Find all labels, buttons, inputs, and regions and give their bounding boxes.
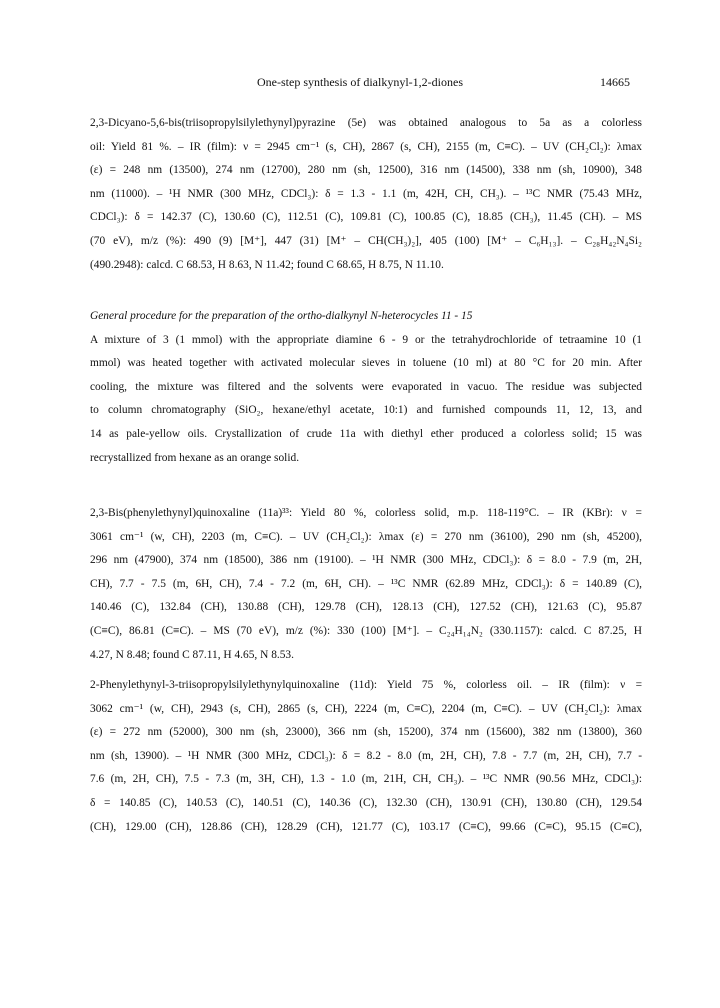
text-line: recrystallized from hexane as an orange solid. xyxy=(90,451,300,464)
text-line: CH), 7.7 - 7.5 (m, 6H, CH), 7.4 - 7.2 (m, 6H, CH). – ¹³C NMR (62.89 MHz, CDCl₃): δ = 140.89 (C), xyxy=(90,577,642,590)
text-line: δ = 140.85 (C), 140.53 (C), 140.51 (C), 140.36 (C), 132.30 (CH), 130.91 (CH), 130.80 (CH), 129.54 xyxy=(90,796,642,809)
text-line: cooling, the mixture was filtered and the solvents were evaporated in vacuo. The residue was subjected xyxy=(90,380,642,393)
text-line: CDCl₃): δ = 142.37 (C), 130.60 (C), 112.51 (C), 109.81 (C), 100.85 (C), 18.85 (CH₃), 11.45 (CH). – MS xyxy=(90,211,642,224)
text-line: nm (11000). – ¹H NMR (300 MHz, CDCl₃): δ = 1.3 - 1.1 (m, 42H, CH, CH₃). – ¹³C NMR (75.43 MHz, xyxy=(90,187,642,200)
paragraph-compound-11a xyxy=(90,502,642,667)
text-line: (490.2948): calcd. C 68.53, H 8.63, N 11.42; found C 68.65, H 8.75, N 11.10. xyxy=(90,258,444,271)
text-line: (CH), 129.00 (CH), 128.86 (CH), 128.29 (CH), 121.77 (C), 103.17 (C≡C), 99.66 (C≡C), 95.15 (C≡C), xyxy=(90,820,642,833)
text-line: mmol) was heated together with activated molecular sieves in toluene (10 ml) at 80 °C for 20 min. After xyxy=(90,357,642,370)
text-line: (C≡C), 86.81 (C≡C). – MS (70 eV), m/z (%): 330 (100) [M⁺]. – C₂₄H₁₄N₂ (330.1157): calcd. C 87.25, H xyxy=(90,624,642,637)
text-line: (ε) = 248 nm (13500), 274 nm (12700), 280 nm (sh, 12500), 316 nm (14500), 338 nm (sh, 10900), 348 xyxy=(90,164,642,177)
text-line: 2,3-Bis(phenylethynyl)quinoxaline (11a)³³: Yield 80 %, colorless solid, m.p. 118-119°C. – IR (KBr): ν = xyxy=(90,507,642,519)
section-heading: General procedure for the preparation of the ortho-dialkynyl N-heterocycles 11 - 15 xyxy=(90,310,473,322)
paragraph-general-procedure xyxy=(90,305,642,470)
text-line: 296 nm (47900), 374 nm (18500), 386 nm (19100). – ¹H NMR (300 MHz, CDCl₃): δ = 8.0 - 7.9 (m, 2H, xyxy=(90,554,642,567)
text-line: A mixture of 3 (1 mmol) with the appropriate diamine 6 - 9 or the tetrahydrochloride of tetraamine 10 (1 xyxy=(90,333,642,346)
text-line: nm (sh, 13900). – ¹H NMR (300 MHz, CDCl₃): δ = 8.2 - 8.0 (m, 2H, CH), 7.8 - 7.7 (m, 2H, CH), 7.7 - xyxy=(90,749,642,762)
text-line: 7.6 (m, 2H, CH), 7.5 - 7.3 (m, 3H, CH), 1.3 - 1.0 (m, 21H, CH, CH₃). – ¹³C NMR (90.56 MHz, CDCl₃): xyxy=(90,773,642,786)
paragraph-compound-5e xyxy=(90,112,642,277)
text-line: 2-Phenylethynyl-3-triisopropylsilylethynylquinoxaline (11d): Yield 75 %, colorless oil. – IR (film): ν = xyxy=(90,679,642,691)
text-line: 4.27, N 8.48; found C 87.11, H 4.65, N 8.53. xyxy=(90,648,294,661)
page-number: 14665 xyxy=(600,75,630,89)
text-line: oil: Yield 81 %. – IR (film): ν = 2945 cm⁻¹ (s, CH), 2867 (s, CH), 2155 (m, C≡C). – UV (CH₂Cl₂): λmax xyxy=(90,140,642,153)
text-line: 3062 cm⁻¹ (w, CH), 2943 (s, CH), 2865 (s, CH), 2224 (m, C≡C), 2204 (m, C≡C). – UV (CH₂Cl₂): λmax xyxy=(90,702,642,715)
paragraph-compound-11d xyxy=(90,674,642,839)
text-line: (70 eV), m/z (%): 490 (9) [M⁺], 447 (31) [M⁺ – CH(CH₃)₂], 405 (100) [M⁺ – C₆H₁₃]. – C₂₈H₄₂N₄Si₂ xyxy=(90,234,642,247)
text-line: 3061 cm⁻¹ (w, CH), 2203 (m, C≡C). – UV (CH₂Cl₂): λmax (ε) = 270 nm (36100), 290 nm (sh, 45200), xyxy=(90,530,642,543)
text-line: (ε) = 272 nm (52000), 300 nm (sh, 23000), 366 nm (sh, 15200), 374 nm (15600), 382 nm (13800), 360 xyxy=(90,726,642,739)
text-line: 14 as pale-yellow oils. Crystallization of crude 11a with diethyl ether produced a colorless solid; 15 was xyxy=(90,427,642,440)
text-line: 2,3-Dicyano-5,6-bis(triisopropylsilylethynyl)pyrazine (5e) was obtained analogous to 5a as a colorless xyxy=(90,117,642,129)
text-line: 140.46 (C), 132.84 (CH), 130.88 (CH), 129.78 (CH), 128.13 (CH), 127.52 (CH), 121.63 (C), 95.87 xyxy=(90,601,642,614)
running-title: One-step synthesis of dialkynyl-1,2-diones xyxy=(257,75,463,89)
text-line: to column chromatography (SiO₂, hexane/ethyl acetate, 10:1) and furnished compounds 11, 12, 13, and xyxy=(90,404,642,417)
